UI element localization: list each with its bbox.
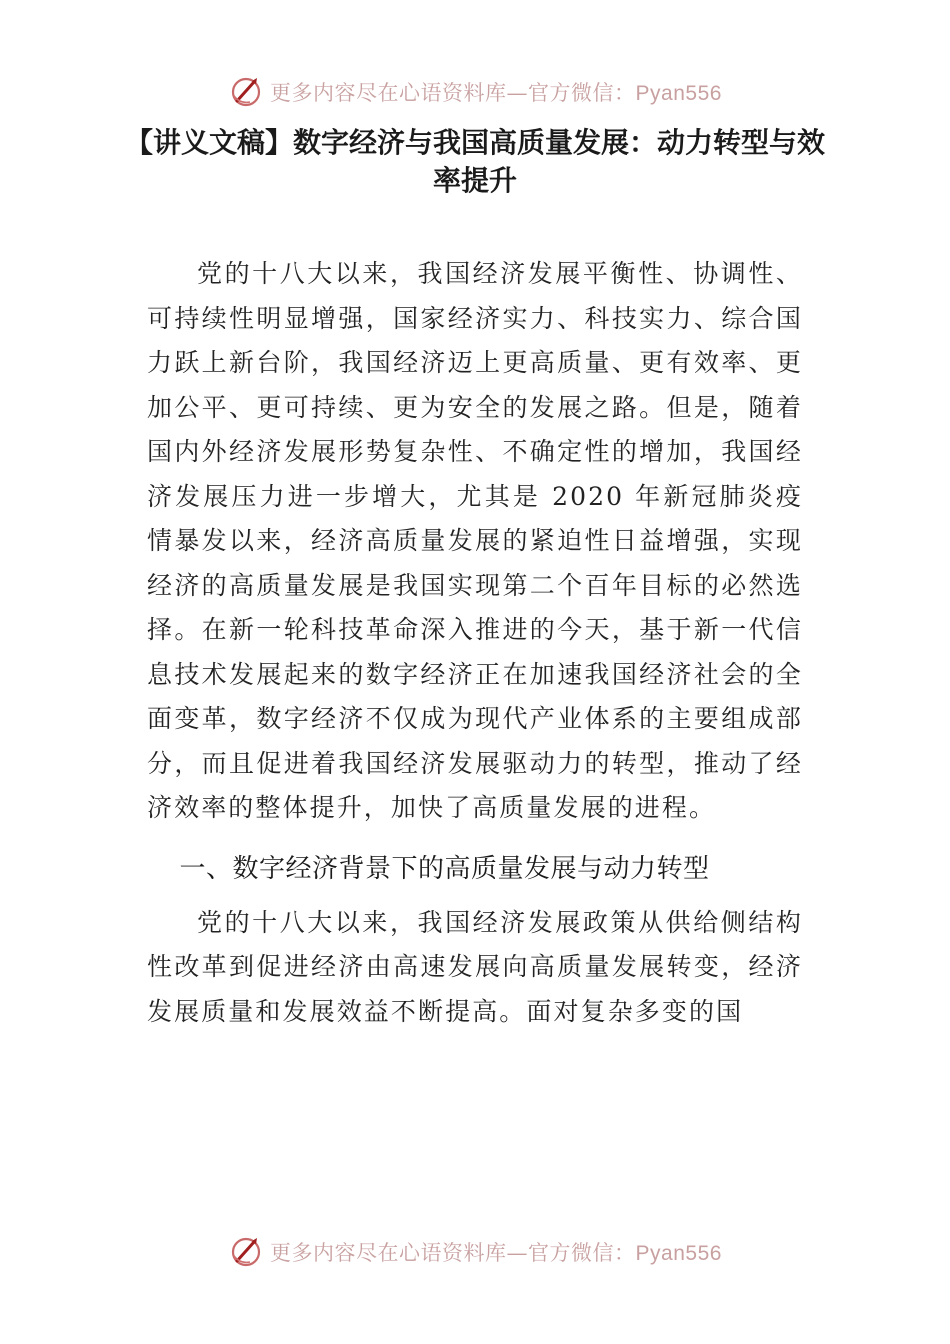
body-paragraph: 党的十八大以来，我国经济发展平衡性、协调性、可持续性明显增强，国家经济实力、科技实力、综合国力跃上新台阶，我国经济迈上更高质量、更有效率、更加公平、更可持续、更为安全的发展之路。但是，随着国内外经济发展形势复杂性、不确定性的增加，我国经济发展压力进一步增大，尤其是 2020 年新冠肺炎疫情暴发以来，经济高质量发展的紧迫性日益增强，实现经济的高质量发展是我国实现第二个百年目标的必然选择。在新一轮科技革命深入推进的今天，基于新一代信息技术发展起来的数字经济正在加速我国经济社会的全面变革，数字经济不仅成为现代产业体系的主要组成部分，而且促进着我国经济发展驱动力的转型，推动了经济效率的整体提升，加快了高质量发展的进程。 bbox=[147, 259, 803, 822]
section-heading: 一、数字经济背景下的高质量发展与动力转型 bbox=[179, 853, 710, 884]
watermark-text: 更多内容尽在心语资料库—官方微信：Pyan556 bbox=[270, 1241, 722, 1265]
document-body bbox=[147, 252, 803, 1034]
pen-seal-icon bbox=[228, 74, 264, 110]
pen-seal-icon bbox=[228, 1234, 264, 1270]
document-title: 【讲义文稿】数字经济与我国高质量发展：动力转型与效率提升 bbox=[124, 126, 825, 197]
watermark-text: 更多内容尽在心语资料库—官方微信：Pyan556 bbox=[270, 81, 722, 105]
section-paragraph: 党的十八大以来，我国经济发展政策从供给侧结构性改革到促进经济由高速发展向高质量发展转变，经济发展质量和发展效益不断提高。面对复杂多变的国 bbox=[147, 907, 803, 1026]
footer-watermark bbox=[0, 1232, 950, 1272]
header-watermark bbox=[0, 72, 950, 112]
